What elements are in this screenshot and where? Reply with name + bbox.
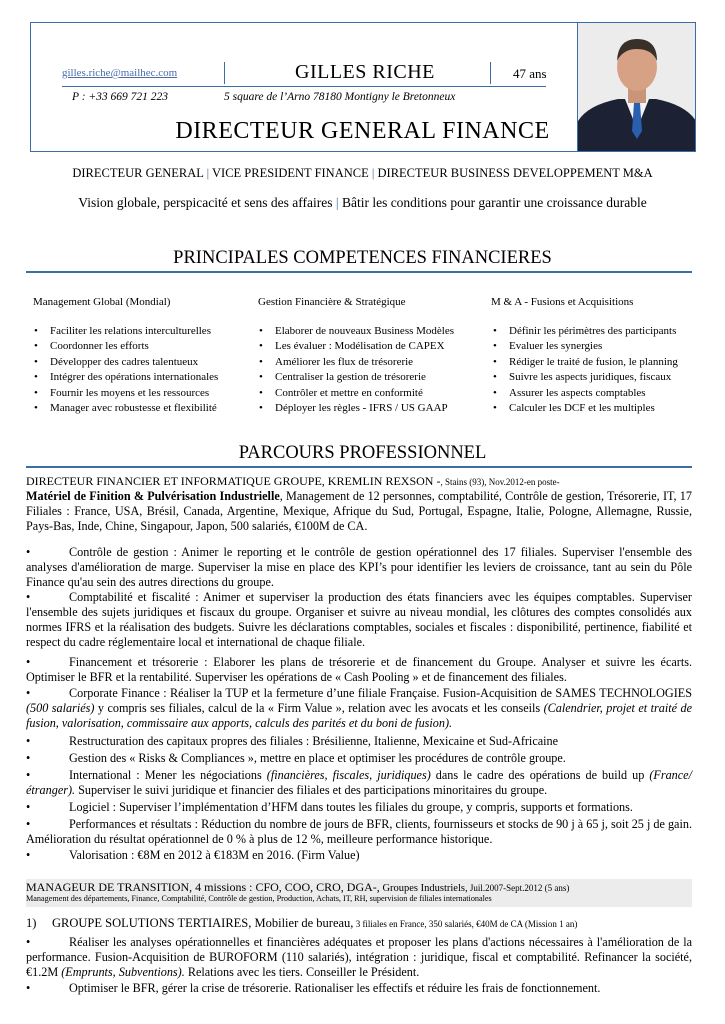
bullet-label: Corporate Finance (69, 686, 160, 700)
mission-title (26, 916, 577, 931)
role-1: DIRECTEUR GENERAL (72, 166, 204, 180)
bullet-label: Comptabilité et fiscalité (69, 590, 191, 604)
list-item (26, 768, 692, 798)
list-item: • Suivre les aspects juridiques, fiscaux (509, 370, 678, 385)
bullet-italic: (Emprunts, Subventions). (61, 965, 185, 979)
bullet-label: Performances et résultats (69, 817, 192, 831)
job-dates: Juil.2007-Sept.2012 (5 ans) (467, 883, 570, 893)
role-separator: | (371, 166, 375, 180)
bullet-italic: (financières, fiscales, juridiques) (266, 768, 431, 782)
competence-col-heading: M & A - Fusions et Acquisitions (491, 296, 634, 308)
list-item (26, 817, 692, 847)
job-title-text: DIRECTEUR FINANCIER ET INFORMATIQUE GROUPE, KREMLIN REXSON - (26, 474, 441, 488)
bullet-icon: • (26, 751, 31, 765)
competence-list (50, 324, 218, 416)
roles-line (0, 166, 725, 181)
bullet-label: Valorisation (69, 848, 128, 862)
competences-title: PRINCIPALES COMPETENCES FINANCIERES (173, 248, 552, 268)
bullet-label: International (69, 768, 132, 782)
bullet-icon: • (26, 817, 31, 831)
competence-col-heading: Management Global (Mondial) (33, 296, 171, 308)
vision-left: Vision globale, perspicacité et sens des affaires (78, 195, 333, 210)
candidate-age: 47 ans (513, 66, 547, 81)
bullet-text: : Réaliser la TUP et la fermeture d’une filiale Française. Fusion-Acquisition de SAMES TECHNOLOGIES (159, 686, 692, 700)
list-item: • Coordonner les efforts (50, 339, 218, 354)
bullet-text: : Elaborer les plans de trésorerie et de financement du Groupe. Analyser et suivre les écarts. Optimiser le BFR et la rentabilité. Superviser les opérations de « Cash Pooling » et de financement des filiales. (26, 655, 692, 684)
bullet-italic: (500 salariés) (26, 701, 95, 715)
bullet-text: Relations avec les tiers. Conseiller le Président. (184, 965, 420, 979)
list-item: • Centraliser la gestion de trésorerie (275, 370, 454, 385)
list-item: • Faciliter les relations interculturelles (50, 324, 218, 339)
list-item: • Assurer les aspects comptables (509, 386, 678, 401)
bullet-icon: • (26, 800, 31, 814)
bullet-text: Superviser le suivi juridique et financier des filiales et des participations minoritaires du groupe. (75, 783, 548, 797)
competence-list (275, 324, 454, 416)
job-intro-text: , Management de 12 personnes, comptabilité, Contrôle de gestion, Trésorerie, IT, 17 Filiales : France, USA, Brésil, Canada, Argentine, Mexique, Afrique du Sud, Portugal, Espagne, Italie, Pologne, Allemagne, Russie, Pays-Bas, Inde, Chine, Singapour, Japon, 500 salariés, €100M de CA. (26, 489, 692, 533)
bullet-label: Contrôle de gestion (69, 545, 169, 559)
list-item: • Calculer les DCF et les multiples (509, 401, 678, 416)
bullet-icon: • (26, 768, 31, 782)
bullet-text: : Animer le reporting et le contrôle de gestion opérationnel des 17 filiales. Superviser l'ensemble des analyses d'amélioration de marge. Superviser la mise en place des KPI’s pour identifier les leviers de croissance, tant au sein du Pôle Finance qu'au sein des autres directions du groupe. (26, 545, 693, 589)
bullet-text: : Animer et superviser la production des états financiers avec les équipes comptables. Superviser l'ensemble des sujets juridiques et fiscaux du groupe. Organiser et suivre au niveau mondial, les clôtures des comptes consolidés aux normes IFRS et la réalisation des budgets. Suivre les déclarations comptables, sociales et fiscales : disponibilité, pertinence, fiabilité et respect du cadre réglementaire local et international de chaque filiale. (26, 590, 692, 649)
bullet-text: Optimiser le BFR, gérer la crise de trésorerie. Rationaliser les effectifs et réduire les frais de fonctionnement. (69, 981, 601, 995)
list-item (26, 734, 692, 749)
bullet-italic: (France/étranger). (26, 768, 692, 797)
competence-col-heading: Gestion Financière & Stratégique (258, 296, 406, 308)
bullet-label: Restructuration (69, 734, 145, 748)
job-subtitle: Management des départements, Finance, Comptabilité, Contrôle de gestion, Production, Achats, IT, RH, supervision de filiales internationales (26, 894, 492, 903)
role-3: DIRECTEUR BUSINESS DEVELOPPEMENT M&A (377, 166, 653, 180)
list-item: • Fournir les moyens et les ressources (50, 386, 218, 401)
bullet-italic: (Calendrier, projet et traité de fusion, valorisation, commissaire aux apports, calculs des parités et du boni de fusion). (26, 701, 692, 730)
list-item (26, 935, 692, 980)
bullet-icon: • (26, 981, 31, 995)
bullet-text: : Réduction du nombre de jours de BFR, clients, fournisseurs et stocks de 90 j à 65 j, soit 25 j de gain. Amélioration du résultat opérationnel de 0 % à plus de 12 %, meilleure performance historique. (26, 817, 692, 846)
list-item (26, 545, 692, 590)
parcours-title: PARCOURS PROFESSIONNEL (238, 443, 487, 463)
phone-number: P : +33 669 721 223 (72, 91, 169, 103)
bullet-text: : €8M en 2012 à €183M en 2016. (Firm Value) (127, 848, 360, 862)
list-item (26, 655, 692, 685)
bullet-icon: • (26, 590, 31, 604)
list-item: • Définir les périmètres des participants (509, 324, 678, 339)
vision-separator: | (335, 195, 339, 210)
bullet-icon: • (26, 545, 31, 559)
job-title (26, 474, 560, 489)
bullet-icon: • (26, 935, 31, 949)
postal-address: 5 square de l’Arno 78180 Montigny le Bretonneux (224, 91, 456, 103)
list-item: • Développer des cadres talentueux (50, 355, 218, 370)
job-intro-bold: Matériel de Finition & Pulvérisation Industrielle (26, 489, 280, 503)
vision-line (0, 195, 725, 211)
bullet-label: Logiciel (69, 800, 110, 814)
bullet-icon: • (26, 848, 31, 862)
list-item: • Contrôler et mettre en conformité (275, 386, 454, 401)
header-separator (490, 62, 491, 84)
list-item (26, 590, 692, 650)
bullet-label: Gestion des « Risks & Compliances », (69, 751, 257, 765)
vision-right: Bâtir les conditions pour garantir une croissance durable (341, 195, 647, 210)
list-item (26, 751, 692, 766)
header-separator (224, 62, 225, 84)
list-item (26, 686, 692, 731)
bullet-text: dans le cadre des opérations de build up (430, 768, 650, 782)
parcours-rule (26, 466, 692, 468)
bullet-icon: • (26, 686, 31, 700)
list-item: • Déployer les règles - IFRS / US GAAP (275, 401, 454, 416)
list-item: • Les évaluer : Modélisation de CAPEX (275, 339, 454, 354)
competences-rule (26, 271, 692, 273)
list-item: • Evaluer les synergies (509, 339, 678, 354)
page-title (0, 118, 725, 145)
bullet-text: y compris ses filiales, calcul de la « Firm Value », relation avec les avocats et les conseils (94, 701, 544, 715)
mission-details: 3 filiales en France, 350 salariés, €40M de CA (Mission 1 an) (353, 919, 578, 929)
list-item: • Manager avec robustesse et flexibilité (50, 401, 218, 416)
list-item (26, 981, 692, 996)
job-title-text: MANAGEUR DE TRANSITION, 4 missions : CFO, COO, CRO, DGA-, (26, 880, 380, 894)
competence-list (509, 324, 678, 416)
bullet-text: : Superviser l’implémentation d’HFM dans toutes les filiales du groupe, y compris, supports et formations. (109, 800, 633, 814)
bullet-icon: • (26, 734, 31, 748)
list-item: • Intégrer des opérations internationales (50, 370, 218, 385)
mission-title-text: GROUPE SOLUTIONS TERTIAIRES, Mobilier de bureau, (52, 916, 354, 930)
role-2: VICE PRESIDENT FINANCE (212, 166, 369, 180)
bullet-text: mettre en place et optimiser les procédures de contrôle groupe. (256, 751, 566, 765)
role-separator: | (206, 166, 210, 180)
list-item: • Rédiger le traité de fusion, le planning (509, 355, 678, 370)
bullet-text: des capitaux propres des filiales : Brésilienne, Italienne, Mexicaine et Sud-Africaine (144, 734, 559, 748)
header-rule (62, 86, 546, 87)
job-sector: Groupes Industriels, (379, 883, 468, 894)
mission-number: 1) (26, 916, 37, 930)
bullet-label: Financement et trésorerie (69, 655, 199, 669)
candidate-name: GILLES RICHE (295, 61, 435, 83)
email-link[interactable]: gilles.riche@mailhec.com (62, 67, 178, 79)
list-item: • Elaborer de nouveaux Business Modèles (275, 324, 454, 339)
page-title-text: DIRECTEUR GENERAL FINANCE (175, 118, 550, 144)
bullet-text: Réaliser les analyses opérationnelles et financières adéquates et proposer les plans d'actions nécessaires à l'amélioration de la performance. Fusion-Acquisition de BUROFORM (110 salariés), intégration : juridique, fiscal et comptabilité. Refinancer la société, €1.2M (26, 935, 692, 979)
list-item (26, 848, 692, 863)
bullet-text: : Mener les négociations (131, 768, 267, 782)
bullet-icon: • (26, 655, 31, 669)
list-item: • Améliorer les flux de trésorerie (275, 355, 454, 370)
job-location-date: , Stains (93), Nov.2012-en poste- (440, 477, 560, 487)
job-intro (26, 489, 692, 534)
job-title (26, 880, 569, 895)
list-item (26, 800, 692, 815)
